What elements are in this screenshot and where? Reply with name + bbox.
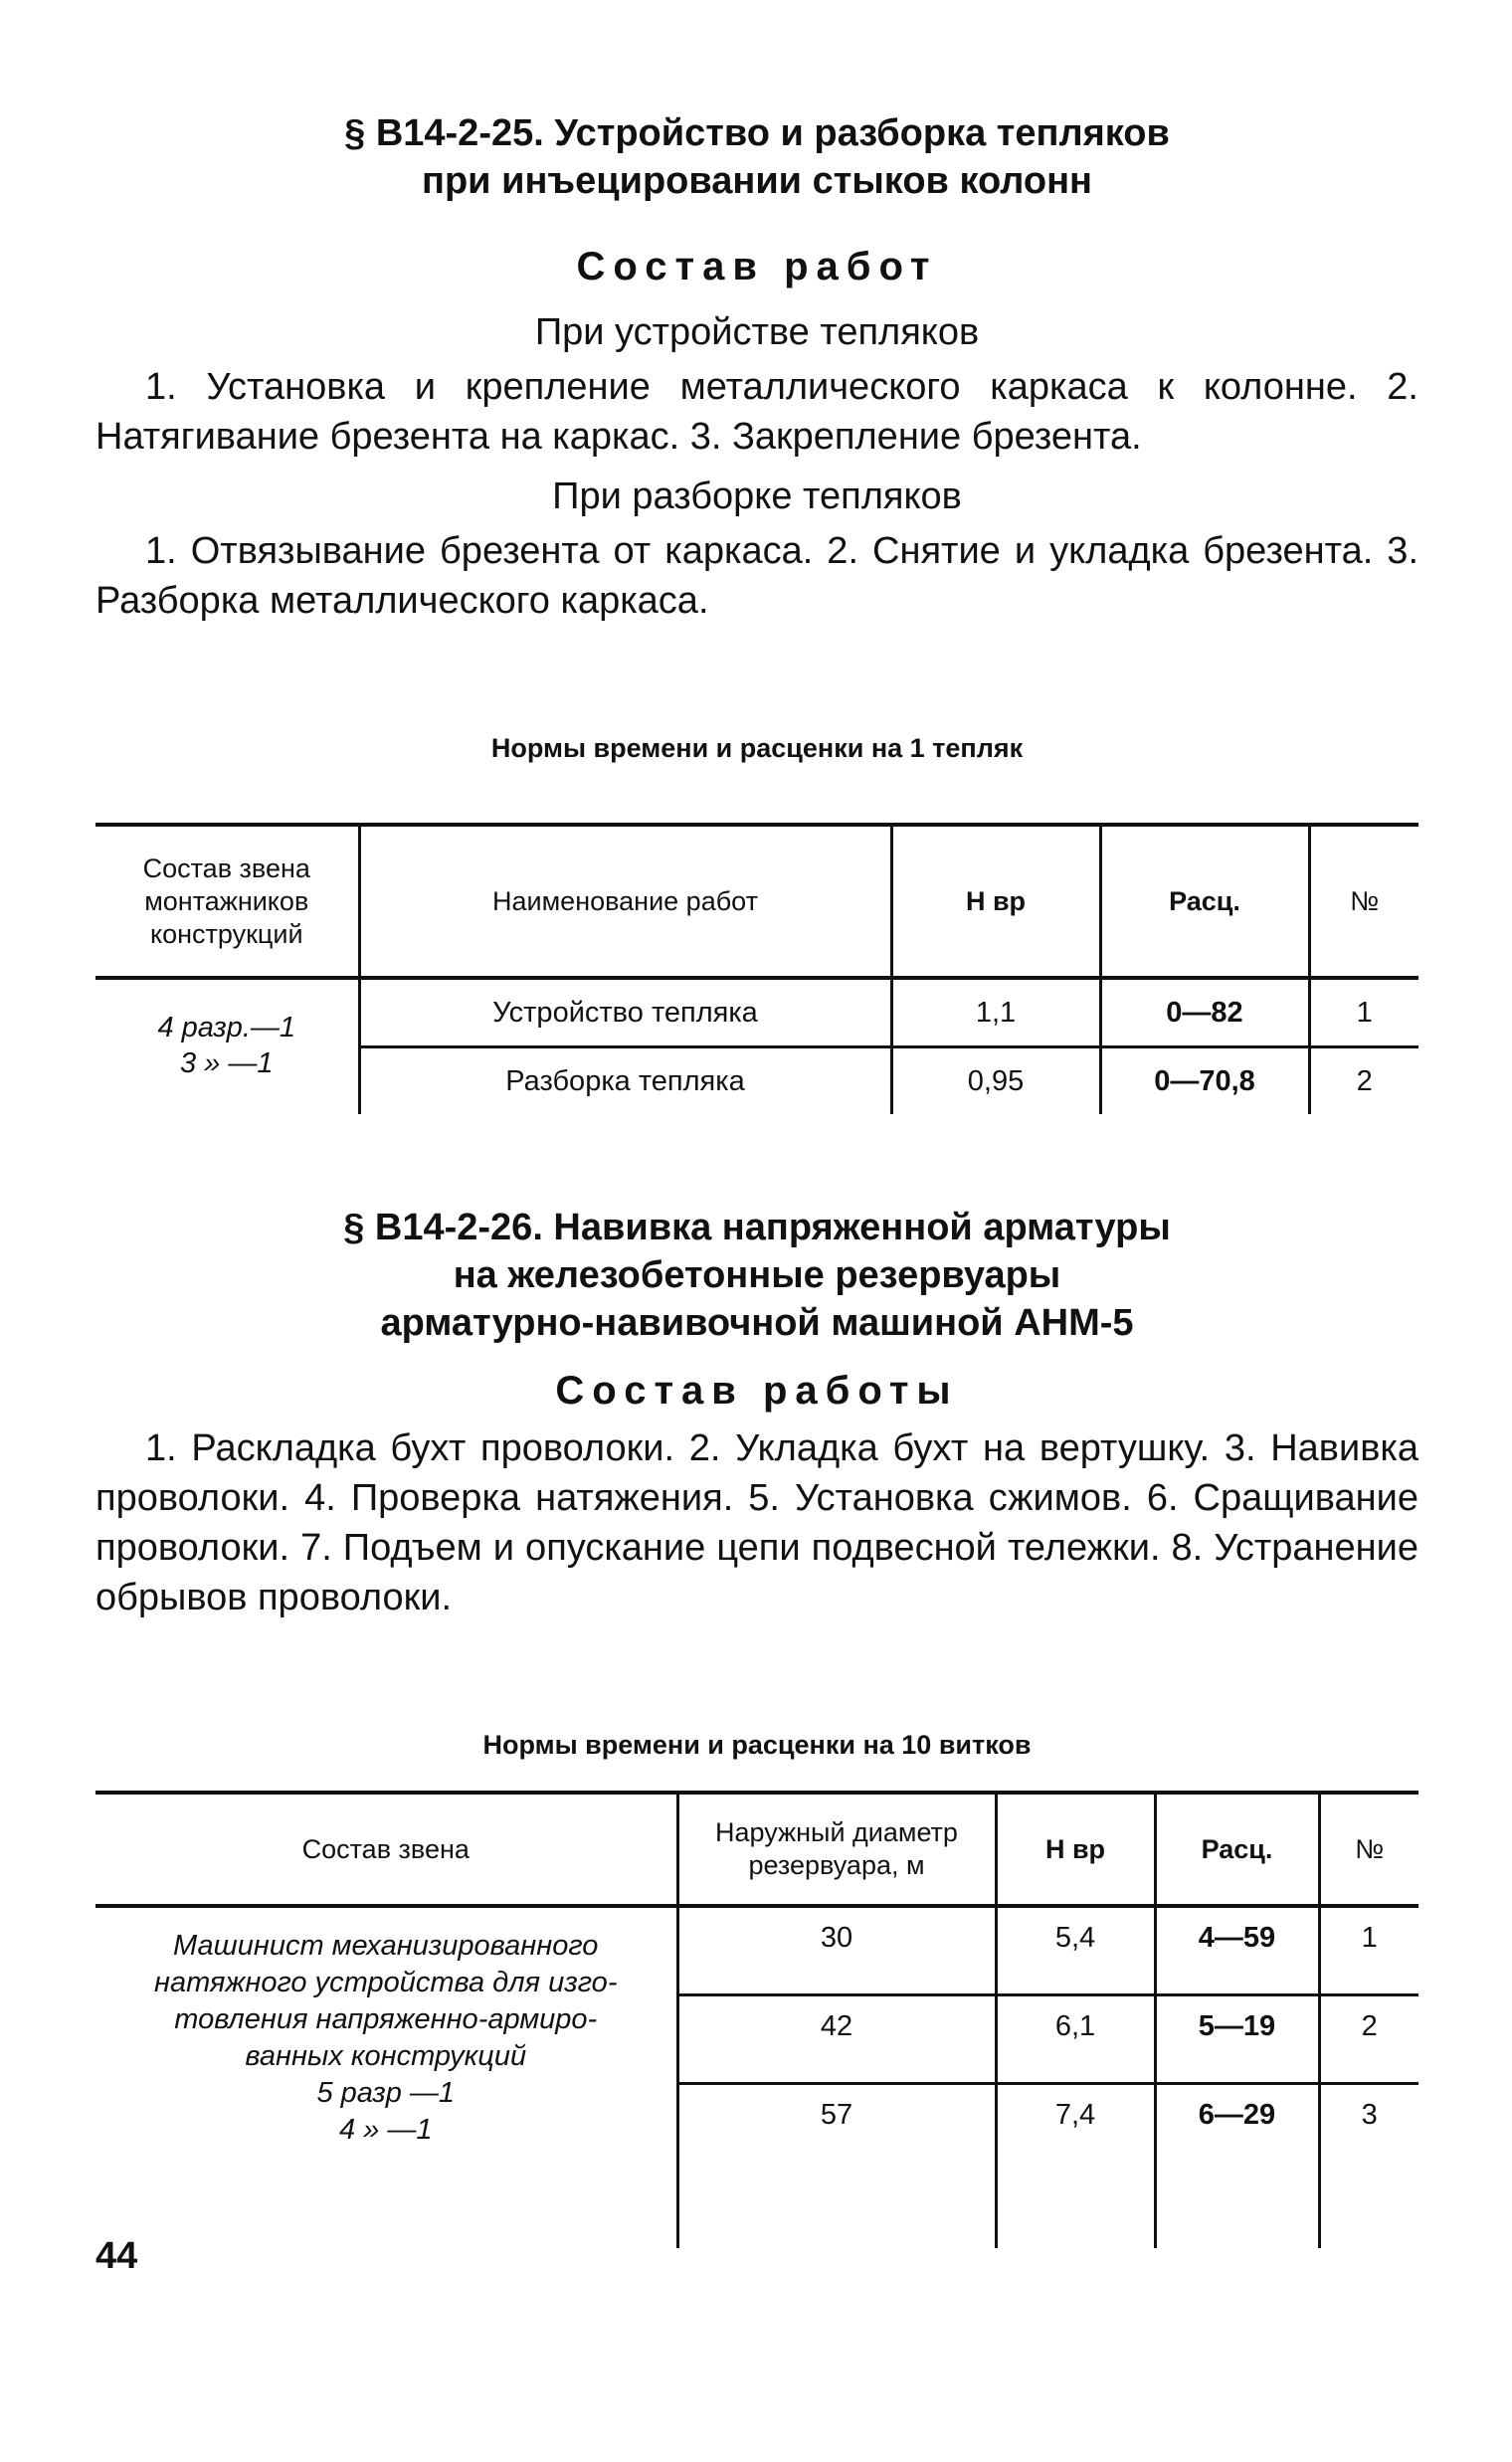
section-1-title-line-1: § В14-2-25. Устройство и разборка тепляков — [344, 112, 1170, 154]
crew-line: 4 разр.—1 — [157, 1012, 296, 1043]
header-rate: Расц. — [1100, 825, 1309, 978]
crew-composition — [95, 1906, 677, 2248]
crew-line: 4 » —1 — [339, 2114, 433, 2146]
nvr-cell: 7,4 — [996, 2084, 1155, 2249]
header-rate: Расц. — [1155, 1793, 1319, 1906]
crew-line: натяжного устройства для изго- — [154, 1967, 618, 1998]
crew-composition — [95, 978, 359, 1114]
header-crew: Состав звена монтажников конструкций — [95, 825, 359, 978]
rate-cell: 4—59 — [1155, 1906, 1319, 1995]
section-2-title-line-2: на железобетонные резервуары — [453, 1254, 1061, 1296]
section-2-title-line-3: арматурно-навивочной машиной АНМ-5 — [380, 1302, 1134, 1344]
install-text — [95, 362, 1418, 462]
number-cell: 1 — [1309, 978, 1418, 1047]
crew-line: Машинист механизированного — [173, 1930, 599, 1962]
nvr-cell: 1,1 — [891, 978, 1100, 1047]
rate-cell: 0—82 — [1100, 978, 1309, 1047]
document-page — [95, 0, 1418, 2462]
norms-table-2 — [95, 1791, 1418, 2248]
section-2-text-body: 1. Раскладка бухт проволоки. 2. Укладка бухт на вертушку. 3. Навивка проволоки. 4. Проверка натяжения. 5. Установка сжимов. 6. Сращивание проволоки. 7. Подъем и опускание цепи подвесной тележки. 8. Устранение обрывов проволоки. — [95, 1427, 1418, 1618]
section-1-title-line-2: при инъецировании стыков колонн — [422, 160, 1092, 202]
table-1-caption: Нормы времени и расценки на 1 тепляк — [490, 733, 1024, 763]
header-nvr: Н вр — [891, 825, 1100, 978]
header-number: № — [1319, 1793, 1418, 1906]
nvr-cell: 0,95 — [891, 1047, 1100, 1115]
number-cell: 1 — [1319, 1906, 1418, 1995]
crew-line: 3 » —1 — [180, 1047, 274, 1079]
number-cell: 2 — [1309, 1047, 1418, 1115]
section-2-text — [95, 1423, 1418, 1622]
section-1-composition-heading: Состав работ — [576, 245, 938, 288]
crew-line: ванных конструкций — [245, 2040, 527, 2072]
diameter-cell: 30 — [677, 1906, 996, 1995]
rate-cell: 0—70,8 — [1100, 1047, 1309, 1115]
install-text-body: 1. Установка и крепление металлического каркаса к колонне. 2. Натягивание брезента на каркас. 3. Закрепление брезента. — [95, 366, 1418, 458]
nvr-cell: 6,1 — [996, 1995, 1155, 2084]
nvr-cell: 5,4 — [996, 1906, 1155, 1995]
rate-cell: 5—19 — [1155, 1995, 1319, 2084]
header-diameter: Наружный диаметр резервуара, м — [677, 1793, 996, 1906]
table-row — [95, 1906, 1418, 1995]
header-nvr: Н вр — [996, 1793, 1155, 1906]
header-work-name: Наименование работ — [359, 825, 891, 978]
section-1 — [95, 109, 1418, 764]
table-row — [95, 978, 1418, 1047]
header-number: № — [1309, 825, 1418, 978]
crew-line: 5 разр —1 — [316, 2077, 456, 2109]
section-2 — [95, 1204, 1418, 1761]
section-2-composition-heading: Состав работы — [555, 1369, 959, 1413]
install-subheading: При устройстве тепляков — [534, 311, 980, 353]
table-2-caption: Нормы времени и расценки на 10 витков — [482, 1730, 1032, 1760]
page-number: 44 — [95, 2235, 138, 2277]
norms-table-1 — [95, 823, 1418, 1114]
diameter-cell: 57 — [677, 2084, 996, 2249]
work-name-cell: Разборка тепляка — [359, 1047, 891, 1115]
dismantle-text-body: 1. Отвязывание брезента от каркаса. 2. Снятие и укладка брезента. 3. Разборка металлического каркаса. — [95, 530, 1418, 622]
number-cell: 2 — [1319, 1995, 1418, 2084]
dismantle-text — [95, 526, 1418, 626]
rate-cell: 6—29 — [1155, 2084, 1319, 2249]
number-cell: 3 — [1319, 2084, 1418, 2249]
work-name-cell: Устройство тепляка — [359, 978, 891, 1047]
section-2-title-line-1: § В14-2-26. Навивка напряженной арматуры — [343, 1207, 1171, 1248]
dismantle-subheading: При разборке тепляков — [552, 475, 962, 517]
header-crew: Состав звена — [95, 1793, 677, 1906]
diameter-cell: 42 — [677, 1995, 996, 2084]
crew-line: товления напряженно-армиро- — [174, 2003, 598, 2035]
